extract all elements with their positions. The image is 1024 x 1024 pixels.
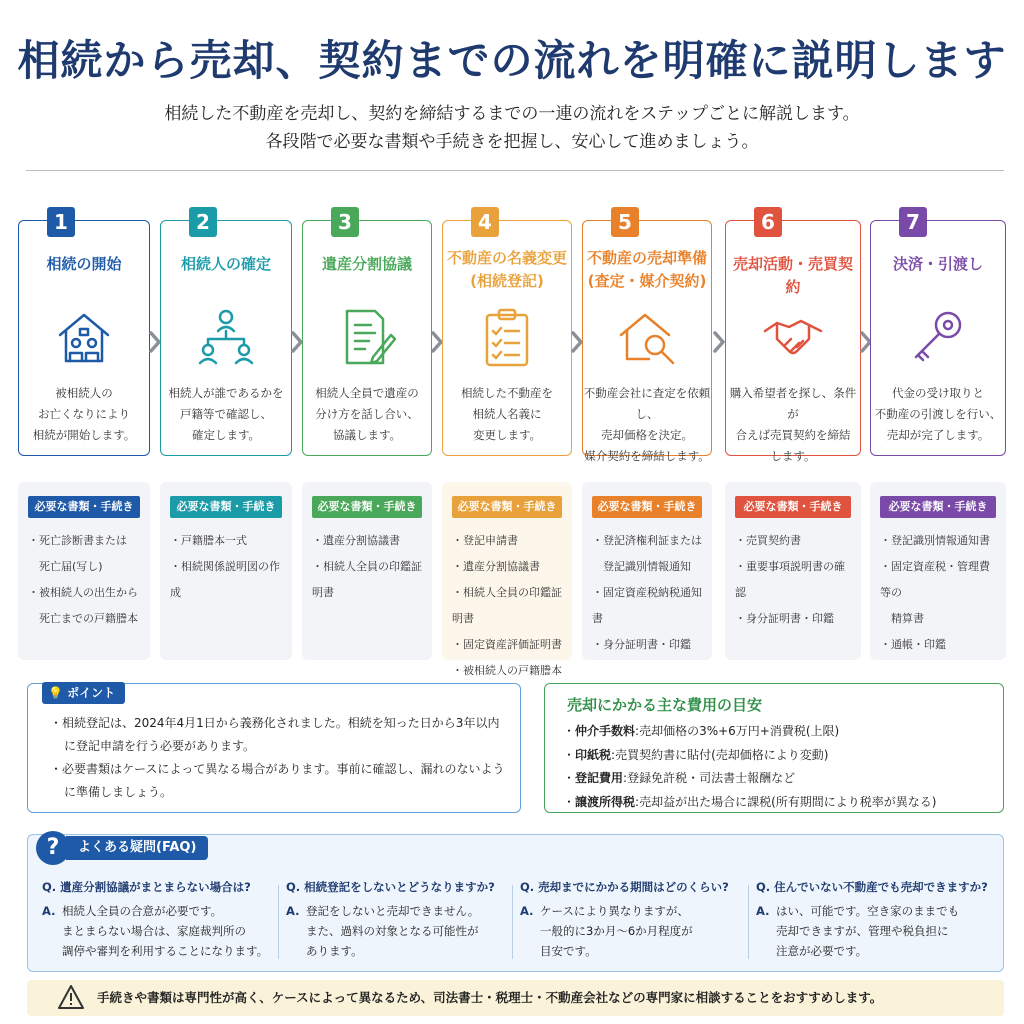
faq-answer-label: A. [286,904,300,918]
faq-answer-text: ケースにより異なりますが、 一般的に3か月〜6か月程度が 目安です。 [540,904,693,958]
handshake-icon [761,305,825,369]
faq-item [42,877,282,967]
docs-item: ・遺産分割協議書 [312,534,400,547]
faq-question: Q. 住んでいない不動産でも売却できますか? [756,880,988,894]
point-box [27,683,521,813]
point-tag [42,682,125,704]
docs-item: ・被相続人の戸籍謄本 [452,664,562,677]
docs-item: ・相続人全員の印鑑証明書 [312,560,422,599]
step-title: 相続人の確定 [180,255,271,273]
docs-label: 必要な書類・手続き [735,496,851,518]
docs-list [28,528,144,632]
step-title: 相続の開始 [46,255,122,273]
docs-card-3 [302,482,432,660]
cost-item-text: :売却価格の3%+6万円+消費税(上限) [635,724,840,738]
docs-card-4 [442,482,572,677]
docs-item: ・重要事項説明書の確認 [735,560,845,599]
docs-item: ・売買契約書 [735,534,801,547]
faq-divider [512,885,513,959]
notice-bar [27,980,1004,1016]
point-item: ・相続登記は、2024年4月1日から義務化されました。相続を知った日から3年以内に登記申請を行う必要があります。 [50,716,500,753]
docs-item: ・被相続人の出生から [28,586,138,599]
faq-item [286,877,514,967]
docs-item: ・固定資産評価証明書 [452,638,562,651]
docs-item: ・戸籍謄本一式 [170,534,247,547]
cost-item: ・仲介手数料:売却価格の3%+6万円+消費税(上限) [563,724,840,738]
faq-answer [286,901,514,961]
docs-item: ・登記申請書 [452,534,518,547]
docs-card-5 [582,482,712,660]
docs-card-6 [725,482,861,660]
docs-item: ・登記識別情報通知書 [880,534,990,547]
cost-item-text: :売買契約書に貼付(売却価格により変動) [611,747,829,762]
cost-list [563,720,993,814]
docs-list [880,528,1000,658]
point-list [50,712,506,804]
house-family-icon [52,305,116,369]
cost-item: ・印紙税:売買契約書に貼付(売却価格により変動) [563,747,829,762]
step-number: 4 [471,207,499,237]
faq-answer-label: A. [520,904,534,918]
faq-tag: よくある疑問(FAQ) [66,836,208,860]
step-description: 相続人が誰であるかを 戸籍等で確認し、 確定します。 [168,386,284,442]
docs-item: 死亡届(写し) [28,560,103,573]
docs-list [735,528,855,632]
step-title: 不動産の名義変更 (相続登記) [446,249,567,290]
step-title: 決済・引渡し [892,255,983,273]
notice-text: 手続きや書類は専門性が高く、ケースによって異なるため、司法書士・税理士・不動産会社などの専門家に相談することをおすすめします。 [97,990,883,1005]
docs-card-2 [160,482,292,660]
docs-card-7 [870,482,1006,660]
page-title: 相続から売却、契約までの流れを明確に説明します [17,36,1007,85]
key-icon [906,305,970,369]
docs-list [170,528,286,606]
cost-box [544,683,1004,813]
docs-label: 必要な書類・手続き [28,496,140,518]
docs-item: ・死亡診断書または [28,534,127,547]
cost-item: ・譲渡所得税:売却益が出た場合に課税(所有期間により税率が異なる) [563,794,937,809]
step-description: 相続人全員で遺産の 分け方を話し合い、 協議します。 [315,386,419,442]
step-description: 不動産会社に査定を依頼し、 売却価格を決定。 媒介契約を締結します。 [583,386,711,463]
faq-divider [748,885,749,959]
faq-answer-text: 登記をしないと売却できません。 また、過料の対象となる可能性が あります。 [306,904,480,958]
faq-item [756,877,996,967]
docs-label: 必要な書類・手続き [452,496,562,518]
docs-card-1 [18,482,150,660]
cost-item-label: 印紙税 [575,747,612,762]
question-icon: ? [36,831,70,865]
faq-answer-text: 相続人全員の合意が必要です。 まとまらない場合は、家庭裁判所の 調停や審判を利用することになります。 [62,904,269,958]
docs-item: ・登記済権利証または [592,534,702,547]
docs-label: 必要な書類・手続き [312,496,422,518]
step-title: 売却活動・売買契約 [732,255,853,296]
docs-item: 登記識別情報通知 [592,560,691,573]
cost-item-label: 仲介手数料 [575,724,636,738]
docs-item: ・身分証明書・印鑑 [592,638,691,651]
step-description: 相続した不動産を 相続人名義に 変更します。 [461,386,553,442]
step-number: 7 [899,207,927,237]
faq-answer-label: A. [42,904,56,918]
step-number: 3 [331,207,359,237]
cost-item-text: :売却益が出た場合に課税(所有期間により税率が異なる) [635,794,937,809]
step-number: 5 [611,207,639,237]
lightbulb-icon: 💡 [48,686,68,700]
faq-divider [278,885,279,959]
step-title: 不動産の売却準備 (査定・媒介契約) [586,249,707,290]
faq-answer [42,901,282,961]
cost-item-label: 譲渡所得税 [575,794,636,809]
faq-answer-text: はい、可能です。空き家のままでも 売却できますが、管理や税負担に 注意が必要です。 [776,904,960,958]
page-subtitle [0,100,1024,156]
docs-item: ・通帳・印鑑 [880,638,946,651]
cost-title: 売却にかかる主な費用の目安 [567,696,763,714]
cost-item-label: 登記費用 [575,771,624,785]
cost-item: ・登記費用:登録免許税・司法書士報酬など [563,771,796,785]
docs-item: 精算書 [880,612,924,625]
clipboard-checklist-icon [475,305,539,369]
docs-item: ・身分証明書・印鑑 [735,612,834,625]
chevron-right-icon [712,330,726,354]
docs-label: 必要な書類・手続き [880,496,996,518]
faq-box [27,834,1004,972]
step-card-5 [582,210,712,463]
subtitle-line: 各段階で必要な書類や手続きを把握し、安心して進めましょう。 [265,132,759,152]
faq-answer [756,901,996,961]
step-description: 代金の受け取りと 不動産の引渡しを行い、 売却が完了します。 [874,386,1002,442]
subtitle-line: 相続した不動産を売却し、契約を締結するまでの一連の流れをステップごとに解説します。 [164,104,860,124]
step-number: 2 [189,207,217,237]
cost-item-text: :登録免許税・司法書士報酬など [623,771,796,785]
docs-item: 死亡までの戸籍謄本 [28,612,138,625]
house-magnifier-icon [615,305,679,369]
faq-question: Q. 売却までにかかる期間はどのくらい? [520,880,729,894]
faq-question: Q. 遺産分割協議がまとまらない場合は? [42,880,251,894]
point-item: ・必要書類はケースによって異なる場合があります。事前に確認し、漏れのないように準備しましょう。 [50,762,505,799]
docs-list [592,528,706,658]
step-number: 6 [754,207,782,237]
faq-question: Q. 相続登記をしないとどうなりますか? [286,880,495,894]
warning-icon [57,984,85,1010]
faq-item [520,877,746,967]
document-pen-icon [335,305,399,369]
docs-label: 必要な書類・手続き [592,496,702,518]
docs-label: 必要な書類・手続き [170,496,282,518]
step-title: 遺産分割協議 [321,255,412,273]
docs-item: ・遺産分割協議書 [452,560,540,573]
docs-item: ・固定資産税・管理費等の [880,560,990,599]
step-description: 被相続人の お亡くなりにより 相続が開始します。 [32,386,136,442]
faq-answer [520,901,746,961]
docs-list [312,528,426,606]
step-number: 1 [47,207,75,237]
point-tag-label: ポイント [67,686,116,700]
family-tree-icon [194,305,258,369]
title-divider [26,170,1004,171]
step-card-7 [870,210,1006,456]
step-card-2 [160,210,292,456]
docs-item: ・相続関係説明図の作成 [170,560,280,599]
docs-item: ・固定資産税納税通知書 [592,586,702,625]
step-card-6 [725,210,861,463]
step-card-1 [18,210,150,456]
step-card-4 [442,210,572,456]
faq-answer-label: A. [756,904,770,918]
step-card-3 [302,210,432,456]
docs-item: ・相続人全員の印鑑証明書 [452,586,562,625]
step-description: 購入希望者を探し、条件が 合えば売買契約を締結 します。 [729,386,857,463]
